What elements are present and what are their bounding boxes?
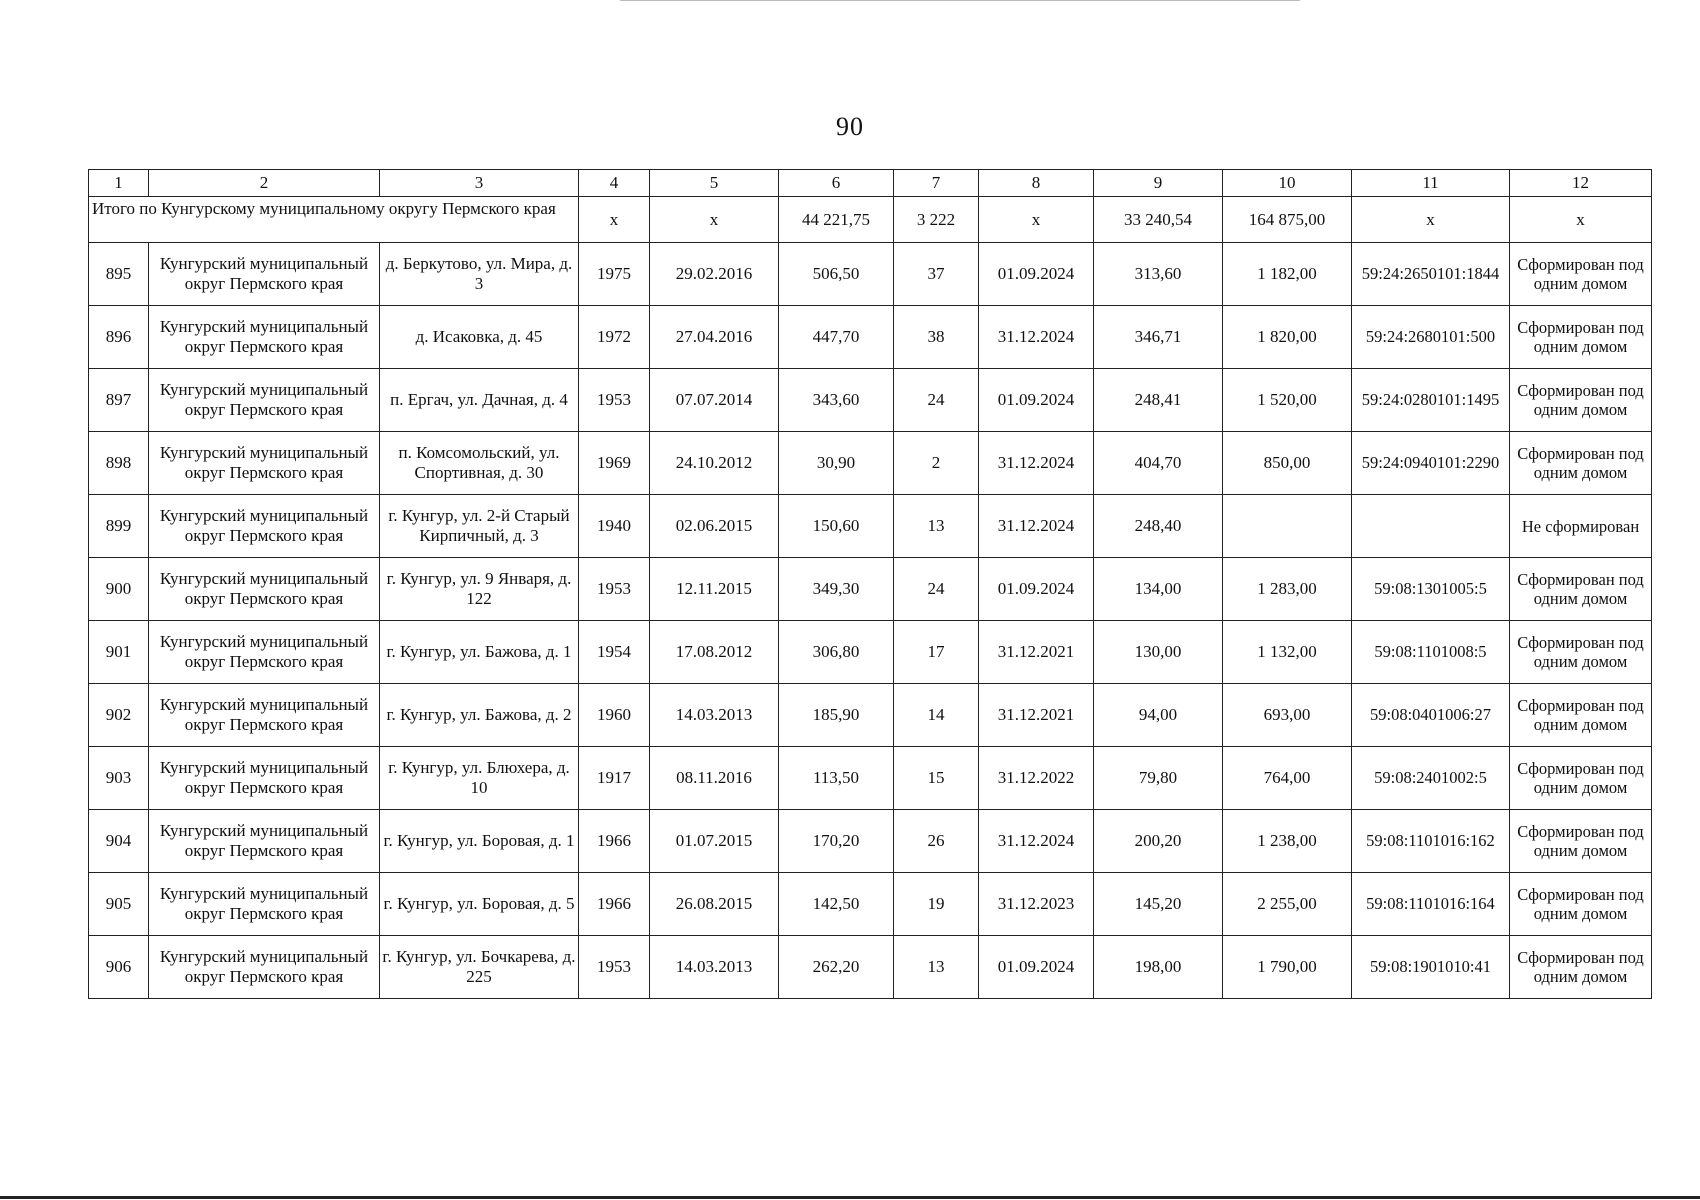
municipality-cell: Кунгурский муниципальный округ Пермского края: [149, 243, 380, 306]
status-cell: Сформирован под одним домом: [1510, 369, 1652, 432]
area-cell: 343,60: [779, 369, 894, 432]
scan-bottom-edge: [0, 1196, 1700, 1199]
address-cell: г. Кунгур, ул. Бочкарева, д. 225: [380, 936, 579, 999]
total-cell: x: [650, 197, 779, 243]
municipality-cell: Кунгурский муниципальный округ Пермского края: [149, 495, 380, 558]
area-cell: 506,50: [779, 243, 894, 306]
date-cell: 07.07.2014: [650, 369, 779, 432]
address-cell: г. Кунгур, ул. Блюхера, д. 10: [380, 747, 579, 810]
date-cell: 14.03.2013: [650, 936, 779, 999]
column-number: 12: [1510, 170, 1652, 197]
area-cell: 447,70: [779, 306, 894, 369]
date-cell: 27.04.2016: [650, 306, 779, 369]
column-number: 3: [380, 170, 579, 197]
land-area-cell: 693,00: [1223, 684, 1352, 747]
table-row: [89, 621, 1652, 684]
total-living-area: 33 240,54: [1094, 197, 1223, 243]
residents-cell: 37: [894, 243, 979, 306]
date-cell: 29.02.2016: [650, 243, 779, 306]
page-number: 90: [836, 112, 864, 141]
cadastre-cell: 59:08:1301005:5: [1352, 558, 1510, 621]
total-cell: x: [1352, 197, 1510, 243]
table-row: [89, 684, 1652, 747]
land-area-cell: 1 132,00: [1223, 621, 1352, 684]
status-cell: Сформирован под одним домом: [1510, 936, 1652, 999]
living-area-cell: 346,71: [1094, 306, 1223, 369]
total-cell: x: [979, 197, 1094, 243]
year-cell: 1975: [579, 243, 650, 306]
area-cell: 262,20: [779, 936, 894, 999]
address-cell: п. Комсомольский, ул. Спортивная, д. 30: [380, 432, 579, 495]
date-cell: 14.03.2013: [650, 684, 779, 747]
cadastre-cell: 59:08:0401006:27: [1352, 684, 1510, 747]
year-cell: 1960: [579, 684, 650, 747]
residents-cell: 17: [894, 621, 979, 684]
table-row: [89, 558, 1652, 621]
address-cell: д. Беркутово, ул. Мира, д. 3: [380, 243, 579, 306]
address-cell: п. Ергач, ул. Дачная, д. 4: [380, 369, 579, 432]
address-cell: г. Кунгур, ул. 9 Января, д. 122: [380, 558, 579, 621]
cadastre-cell: 59:24:2680101:500: [1352, 306, 1510, 369]
cadastre-cell: 59:24:0280101:1495: [1352, 369, 1510, 432]
area-cell: 30,90: [779, 432, 894, 495]
status-cell: Сформирован под одним домом: [1510, 621, 1652, 684]
row-number: 899: [89, 495, 149, 558]
cadastre-cell: [1352, 495, 1510, 558]
year-cell: 1953: [579, 936, 650, 999]
address-cell: г. Кунгур, ул. 2-й Старый Кирпичный, д. 3: [380, 495, 579, 558]
living-area-cell: 404,70: [1094, 432, 1223, 495]
table-row: [89, 495, 1652, 558]
deadline-cell: 31.12.2024: [979, 306, 1094, 369]
area-cell: 142,50: [779, 873, 894, 936]
total-cell: x: [579, 197, 650, 243]
municipality-cell: Кунгурский муниципальный округ Пермского края: [149, 621, 380, 684]
land-area-cell: 1 820,00: [1223, 306, 1352, 369]
column-number: 6: [779, 170, 894, 197]
deadline-cell: 31.12.2023: [979, 873, 1094, 936]
year-cell: 1953: [579, 369, 650, 432]
date-cell: 12.11.2015: [650, 558, 779, 621]
address-cell: г. Кунгур, ул. Боровая, д. 5: [380, 873, 579, 936]
row-number: 896: [89, 306, 149, 369]
row-number: 902: [89, 684, 149, 747]
table-row: [89, 873, 1652, 936]
land-area-cell: 2 255,00: [1223, 873, 1352, 936]
area-cell: 150,60: [779, 495, 894, 558]
date-cell: 24.10.2012: [650, 432, 779, 495]
table-row: [89, 747, 1652, 810]
date-cell: 08.11.2016: [650, 747, 779, 810]
residents-cell: 38: [894, 306, 979, 369]
living-area-cell: 248,41: [1094, 369, 1223, 432]
living-area-cell: 145,20: [1094, 873, 1223, 936]
land-area-cell: [1223, 495, 1352, 558]
year-cell: 1969: [579, 432, 650, 495]
date-cell: 01.07.2015: [650, 810, 779, 873]
year-cell: 1953: [579, 558, 650, 621]
scan-top-edge: [620, 0, 1300, 1]
column-number: 9: [1094, 170, 1223, 197]
year-cell: 1972: [579, 306, 650, 369]
address-cell: д. Исаковка, д. 45: [380, 306, 579, 369]
year-cell: 1917: [579, 747, 650, 810]
deadline-cell: 31.12.2022: [979, 747, 1094, 810]
status-cell: Сформирован под одним домом: [1510, 747, 1652, 810]
deadline-cell: 01.09.2024: [979, 936, 1094, 999]
total-land-area: 164 875,00: [1223, 197, 1352, 243]
address-cell: г. Кунгур, ул. Бажова, д. 2: [380, 684, 579, 747]
year-cell: 1954: [579, 621, 650, 684]
living-area-cell: 313,60: [1094, 243, 1223, 306]
column-number: 11: [1352, 170, 1510, 197]
residents-cell: 24: [894, 369, 979, 432]
status-cell: Сформирован под одним домом: [1510, 684, 1652, 747]
housing-table: [88, 169, 1652, 999]
residents-cell: 13: [894, 495, 979, 558]
land-area-cell: 1 520,00: [1223, 369, 1352, 432]
cadastre-cell: 59:08:1101016:162: [1352, 810, 1510, 873]
table-row: [89, 306, 1652, 369]
residents-cell: 14: [894, 684, 979, 747]
deadline-cell: 01.09.2024: [979, 558, 1094, 621]
row-number: 904: [89, 810, 149, 873]
municipality-cell: Кунгурский муниципальный округ Пермского края: [149, 747, 380, 810]
date-cell: 17.08.2012: [650, 621, 779, 684]
area-cell: 306,80: [779, 621, 894, 684]
date-cell: 02.06.2015: [650, 495, 779, 558]
living-area-cell: 130,00: [1094, 621, 1223, 684]
column-number: 4: [579, 170, 650, 197]
municipality-cell: Кунгурский муниципальный округ Пермского края: [149, 873, 380, 936]
municipality-cell: Кунгурский муниципальный округ Пермского края: [149, 432, 380, 495]
year-cell: 1966: [579, 810, 650, 873]
land-area-cell: 1 182,00: [1223, 243, 1352, 306]
cadastre-cell: 59:24:2650101:1844: [1352, 243, 1510, 306]
municipality-cell: Кунгурский муниципальный округ Пермского края: [149, 936, 380, 999]
row-number: 900: [89, 558, 149, 621]
status-cell: Сформирован под одним домом: [1510, 306, 1652, 369]
status-cell: Сформирован под одним домом: [1510, 873, 1652, 936]
municipality-cell: Кунгурский муниципальный округ Пермского края: [149, 369, 380, 432]
total-row: [89, 197, 1652, 243]
deadline-cell: 31.12.2021: [979, 621, 1094, 684]
living-area-cell: 79,80: [1094, 747, 1223, 810]
column-number: 5: [650, 170, 779, 197]
deadline-cell: 01.09.2024: [979, 369, 1094, 432]
cadastre-cell: 59:08:1101016:164: [1352, 873, 1510, 936]
table-row: [89, 369, 1652, 432]
table-row: [89, 243, 1652, 306]
cadastre-cell: 59:08:1101008:5: [1352, 621, 1510, 684]
address-cell: г. Кунгур, ул. Боровая, д. 1: [380, 810, 579, 873]
deadline-cell: 31.12.2024: [979, 810, 1094, 873]
row-number: 903: [89, 747, 149, 810]
status-cell: Сформирован под одним домом: [1510, 432, 1652, 495]
residents-cell: 26: [894, 810, 979, 873]
table-row: [89, 810, 1652, 873]
cadastre-cell: 59:08:2401002:5: [1352, 747, 1510, 810]
total-label: Итого по Кунгурскому муниципальному округу Пермского края: [89, 197, 579, 243]
total-residents: 3 222: [894, 197, 979, 243]
area-cell: 113,50: [779, 747, 894, 810]
deadline-cell: 31.12.2024: [979, 432, 1094, 495]
deadline-cell: 31.12.2024: [979, 495, 1094, 558]
area-cell: 170,20: [779, 810, 894, 873]
land-area-cell: 850,00: [1223, 432, 1352, 495]
living-area-cell: 248,40: [1094, 495, 1223, 558]
column-number: 10: [1223, 170, 1352, 197]
residents-cell: 13: [894, 936, 979, 999]
date-cell: 26.08.2015: [650, 873, 779, 936]
row-number: 898: [89, 432, 149, 495]
row-number: 897: [89, 369, 149, 432]
year-cell: 1966: [579, 873, 650, 936]
land-area-cell: 1 790,00: [1223, 936, 1352, 999]
residents-cell: 15: [894, 747, 979, 810]
status-cell: Сформирован под одним домом: [1510, 243, 1652, 306]
municipality-cell: Кунгурский муниципальный округ Пермского края: [149, 810, 380, 873]
status-cell: Сформирован под одним домом: [1510, 558, 1652, 621]
total-area: 44 221,75: [779, 197, 894, 243]
table-row: [89, 936, 1652, 999]
column-number: 1: [89, 170, 149, 197]
municipality-cell: Кунгурский муниципальный округ Пермского края: [149, 684, 380, 747]
residents-cell: 24: [894, 558, 979, 621]
row-number: 895: [89, 243, 149, 306]
residents-cell: 2: [894, 432, 979, 495]
living-area-cell: 134,00: [1094, 558, 1223, 621]
cadastre-cell: 59:08:1901010:41: [1352, 936, 1510, 999]
living-area-cell: 198,00: [1094, 936, 1223, 999]
total-cell: x: [1510, 197, 1652, 243]
column-number: 8: [979, 170, 1094, 197]
land-area-cell: 764,00: [1223, 747, 1352, 810]
land-area-cell: 1 238,00: [1223, 810, 1352, 873]
column-number-row: [89, 170, 1652, 197]
status-cell: Сформирован под одним домом: [1510, 810, 1652, 873]
year-cell: 1940: [579, 495, 650, 558]
deadline-cell: 01.09.2024: [979, 243, 1094, 306]
table-row: [89, 432, 1652, 495]
living-area-cell: 94,00: [1094, 684, 1223, 747]
cadastre-cell: 59:24:0940101:2290: [1352, 432, 1510, 495]
municipality-cell: Кунгурский муниципальный округ Пермского края: [149, 306, 380, 369]
residents-cell: 19: [894, 873, 979, 936]
land-area-cell: 1 283,00: [1223, 558, 1352, 621]
living-area-cell: 200,20: [1094, 810, 1223, 873]
municipality-cell: Кунгурский муниципальный округ Пермского края: [149, 558, 380, 621]
area-cell: 349,30: [779, 558, 894, 621]
address-cell: г. Кунгур, ул. Бажова, д. 1: [380, 621, 579, 684]
deadline-cell: 31.12.2021: [979, 684, 1094, 747]
area-cell: 185,90: [779, 684, 894, 747]
column-number: 7: [894, 170, 979, 197]
column-number: 2: [149, 170, 380, 197]
row-number: 906: [89, 936, 149, 999]
row-number: 901: [89, 621, 149, 684]
row-number: 905: [89, 873, 149, 936]
status-cell: Не сформирован: [1510, 495, 1652, 558]
